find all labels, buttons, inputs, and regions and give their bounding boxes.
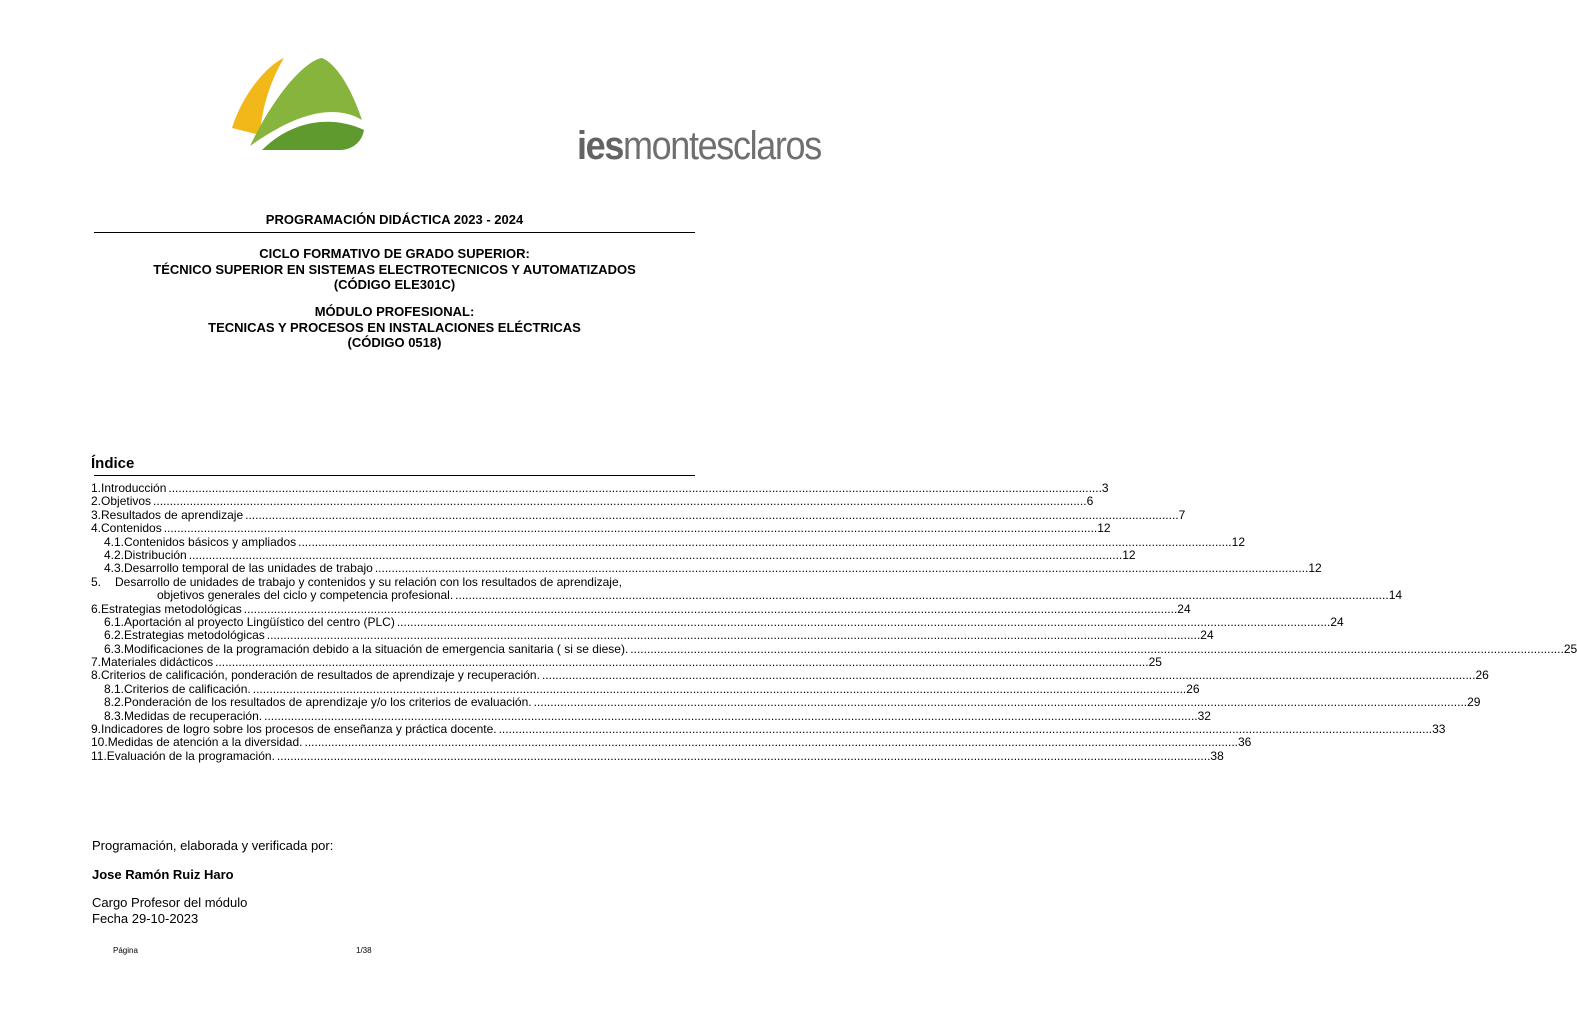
toc-entry-number: 10. [91, 735, 108, 750]
toc-entry-title: Distribución [124, 547, 187, 562]
toc-entry-page: 12 [1097, 521, 1111, 536]
toc-entry-title: Desarrollo temporal de las unidades de trabajo [124, 561, 373, 576]
toc-entry-number: 4.2. [104, 547, 125, 562]
toc-entry-page: 3 [1101, 481, 1109, 495]
toc-entry[interactable] [91, 534, 1245, 549]
toc-entry-title: Objetivos [101, 494, 152, 509]
toc-entry-title: Criterios de calificación. [124, 681, 251, 696]
signature-intro: Programación, elaborada y verificada por: [92, 838, 334, 853]
signature-author: Jose Ramón Ruiz Haro [92, 867, 234, 882]
logo-mark-icon [222, 50, 562, 160]
toc-entry-number: 6.2. [104, 628, 125, 643]
toc-entry-title: Contenidos básicos y ampliados [124, 534, 297, 549]
toc-entry-page: 14 [1388, 588, 1403, 603]
toc-leader-dots [453, 589, 1389, 602]
toc-entry-page: 29 [1467, 695, 1481, 710]
toc-entry[interactable] [91, 681, 1200, 696]
toc-leader-dots [243, 509, 1179, 522]
toc-leader-dots [251, 683, 1187, 696]
toc-entry-number: 11. [91, 748, 107, 763]
toc-entry-number: 6.3. [104, 641, 125, 656]
toc-leader-dots [532, 696, 1468, 709]
toc-entry[interactable] [91, 507, 1186, 522]
toc-entry-number: 1. [91, 481, 102, 495]
toc-leader-dots [373, 562, 1309, 575]
toc-entry-title: Indicadores de logro sobre los procesos de enseñanza y práctica docente. [101, 722, 497, 737]
toc-leader-dots [302, 736, 1238, 749]
toc-entry[interactable] [91, 481, 1109, 495]
toc-entry-number: 8.3. [104, 708, 125, 723]
index-heading: Índice [91, 455, 135, 472]
toc-entry[interactable] [91, 561, 1322, 576]
toc-entry-title: Ponderación de los resultados de aprendizaje y/o los criterios de evaluación. [124, 695, 532, 710]
toc-entry-title: objetivos generales del ciclo y competencia profesional. [157, 588, 454, 603]
toc-entry[interactable] [91, 722, 1446, 737]
footer-page-number: 1/38 [356, 946, 372, 955]
index-divider [94, 475, 695, 476]
toc-entry[interactable] [91, 708, 1211, 723]
cycle-line-2: TÉCNICO SUPERIOR EN SISTEMAS ELECTROTECNICOS Y AUTOMATIZADOS [153, 261, 636, 277]
toc-entry-number: 4.1. [104, 534, 125, 549]
toc-entry-number: 8. [91, 668, 102, 683]
toc-entry-title: Contenidos [101, 521, 162, 536]
toc-entry[interactable] [91, 494, 1094, 509]
toc-entry-page: 25 [1563, 641, 1577, 656]
toc-entry[interactable] [91, 521, 1111, 536]
toc-leader-dots [497, 723, 1433, 736]
document-title: PROGRAMACIÓN DIDÁCTICA 2023 - 2024 [265, 212, 524, 227]
toc-entry-title: Estrategias metodológicas [124, 628, 265, 643]
toc-entry-title: Introducción [101, 481, 167, 495]
logo-wordmark: iesmontesclaros [577, 124, 821, 168]
signature-fecha: Fecha 29-10-2023 [92, 911, 199, 926]
toc-entry-title: Desarrollo de unidades de trabajo y contenidos y su relación con los resultados de aprendizaje, [115, 574, 622, 589]
toc-leader-dots [242, 603, 1178, 616]
toc-leader-dots [628, 643, 1564, 656]
toc-entry-page: 7 [1178, 507, 1186, 522]
toc-entry-number: 2. [91, 494, 102, 509]
toc-entry-page: 12 [1308, 561, 1322, 576]
module-line-2: TECNICAS Y PROCESOS EN INSTALACIONES ELÉCTRICAS [208, 319, 581, 335]
toc-entry[interactable] [91, 748, 1224, 763]
toc-entry-number: 4.3. [104, 561, 125, 576]
title-divider [94, 232, 695, 233]
toc-entry-number: 8.1. [104, 681, 125, 696]
toc-leader-dots [187, 549, 1123, 562]
toc-entry-page: 12 [1231, 534, 1245, 549]
toc-entry-page: 24 [1177, 601, 1191, 616]
toc-entry-page: 25 [1148, 655, 1162, 670]
toc-leader-dots [275, 750, 1211, 763]
toc-entry[interactable] [91, 735, 1252, 750]
module-line-1: MÓDULO PROFESIONAL: [314, 304, 475, 319]
toc-entry-title: Criterios de calificación, ponderación de resultados de aprendizaje y recuperación. [101, 668, 540, 683]
school-logo [222, 50, 821, 168]
toc-entry-title: Evaluación de la programación. [106, 748, 275, 763]
toc-entry-title: Estrategias metodológicas [101, 601, 242, 616]
toc-entry[interactable] [91, 655, 1162, 670]
toc-entry-page: 24 [1200, 628, 1214, 643]
toc-entry-number: 6. [91, 601, 102, 616]
toc-leader-dots [162, 522, 1098, 535]
toc-entry-number: 9. [91, 722, 102, 737]
toc-entry-page: 36 [1238, 735, 1252, 750]
toc-entry-number: 3. [91, 507, 102, 522]
toc-entry[interactable] [91, 668, 1489, 683]
toc-leader-dots [540, 669, 1476, 682]
toc-entry-page: 6 [1086, 494, 1094, 509]
toc-entry-page: 33 [1432, 722, 1446, 737]
toc-entry-page: 12 [1122, 547, 1136, 562]
toc-entry[interactable] [91, 601, 1191, 616]
cycle-line-1: CICLO FORMATIVO DE GRADO SUPERIOR: [259, 246, 530, 261]
toc-entry-number: 7. [91, 655, 102, 670]
toc-entry-title: Aportación al proyecto Lingüístico del centro (PLC) [124, 614, 395, 629]
cycle-line-3: (CÓDIGO ELE301C) [333, 277, 456, 292]
signature-cargo: Cargo Profesor del módulo [92, 895, 248, 910]
toc-entry-title: Medidas de recuperación. [124, 708, 263, 723]
toc-entry-title: Modificaciones de la programación debido a la situación de emergencia sanitaria ( si se diese). [124, 641, 629, 656]
toc-leader-dots [296, 536, 1232, 549]
toc-leader-dots [262, 710, 1198, 723]
toc-entry-title: Medidas de atención a la diversidad. [107, 735, 303, 750]
toc-entry-number: 6.1. [104, 614, 125, 629]
table-of-contents [91, 481, 1577, 763]
toc-entry-page: 24 [1330, 614, 1344, 629]
module-line-3: (CÓDIGO 0518) [347, 335, 442, 350]
cycle-block [94, 246, 695, 293]
toc-leader-dots [395, 616, 1331, 629]
toc-leader-dots [265, 629, 1201, 642]
toc-entry-number: 8.2. [104, 695, 125, 710]
toc-leader-dots [213, 656, 1149, 669]
toc-entry[interactable] [91, 547, 1136, 562]
toc-entry[interactable] [91, 641, 1577, 656]
footer-page-label: Página [113, 946, 138, 955]
toc-entry-number: 4. [91, 521, 102, 536]
toc-entry[interactable] [91, 588, 1403, 603]
toc-entry-page: 32 [1197, 708, 1211, 723]
toc-entry-number: 5. [91, 574, 102, 589]
toc-entry[interactable] [91, 695, 1481, 710]
toc-leader-dots [151, 495, 1087, 508]
toc-entry-page: 26 [1186, 681, 1200, 696]
toc-entry[interactable] [91, 576, 694, 589]
toc-entry[interactable] [91, 628, 1214, 643]
toc-entry[interactable] [91, 614, 1344, 629]
toc-leader-dots [166, 482, 1102, 495]
toc-entry-page: 38 [1210, 748, 1224, 763]
toc-entry-page: 26 [1475, 668, 1489, 683]
toc-entry-title: Materiales didácticos [101, 655, 214, 670]
module-block [94, 304, 695, 351]
toc-entry-title: Resultados de aprendizaje [101, 507, 244, 522]
